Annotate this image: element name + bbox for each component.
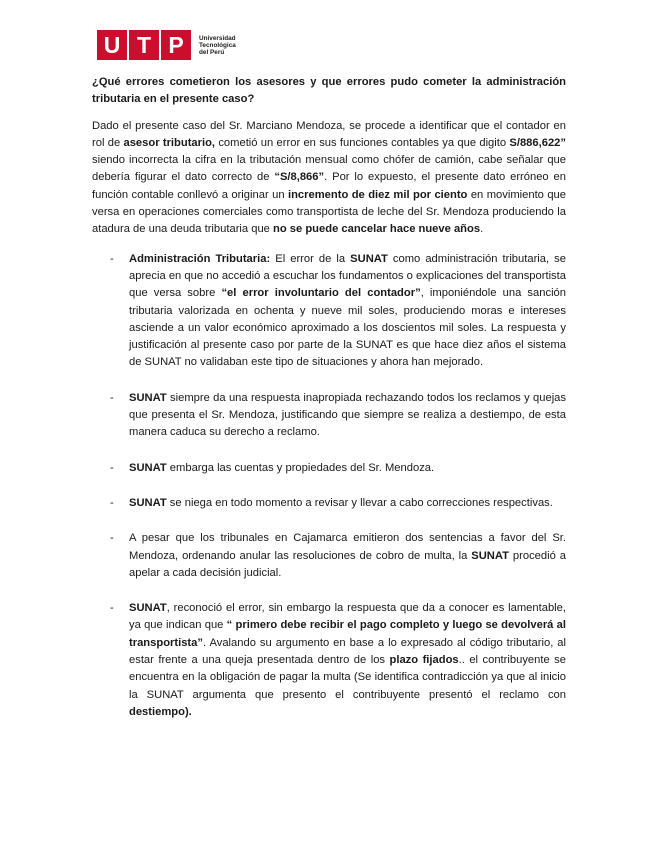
item-text: embarga las cuentas y propiedades del Sr. Mendoza. xyxy=(166,461,435,474)
item-text: , reconoció el error, sin embargo la respuesta que da a conocer es lamentable, ya que indican que xyxy=(129,602,566,632)
intro-paragraph xyxy=(92,118,566,239)
logo-line-3: del Perú xyxy=(199,48,225,56)
intro-bold-3: “S/8,866” xyxy=(274,171,325,184)
document-body xyxy=(92,74,566,739)
item-text: procedió a apelar a cada decisión judicial. xyxy=(129,549,566,579)
logo-letter-p: P xyxy=(161,30,191,60)
item-bold: SUNAT xyxy=(350,252,388,265)
intro-text-2: cometió un error en sus funciones contables ya que digito xyxy=(215,136,510,149)
intro-text-1: Dado el presente caso del Sr. Marciano Mendoza, se procede a identificar que el contador en rol de xyxy=(92,119,566,149)
item-bold: SUNAT xyxy=(129,496,167,509)
logo-university-name xyxy=(199,35,236,56)
list-item xyxy=(92,600,566,721)
item-text: como administración tributaria, se aprecia en que no accedió a escuchar los fundamentos o explicaciones del transportista que versa sobre xyxy=(129,252,566,300)
intro-text-3: siendo incorrecta la cifra en la tributación mensual como chófer de camión, cabe señalar que debería figurar el dato correcto de xyxy=(92,154,566,184)
item-text: El error de la xyxy=(270,252,351,265)
item-bold: SUNAT xyxy=(129,602,167,615)
list-item xyxy=(92,390,566,442)
logo-line-1: Universidad xyxy=(199,34,236,42)
item-bold: plazo fijados xyxy=(389,654,459,667)
item-text: siempre da una respuesta inapropiada rechazando todos los reclamos y quejas que presenta el Sr. Mendoza, justificando que siempre se realiza a destiempo, de esta manera caduca su derecho a reclamo. xyxy=(129,391,566,439)
item-bold: SUNAT xyxy=(471,549,509,562)
logo-letter-u: U xyxy=(97,30,127,60)
item-text: .. el contribuyente se encuentra en la obligación de pagar la multa (Se identifica contradicción ya que al inicio la SUNAT argumenta que presento el contribuyente presentó el reclamo con xyxy=(129,654,566,701)
intro-text-6: . xyxy=(480,223,484,236)
item-bold: destiempo). xyxy=(129,705,192,718)
intro-bold-2: S/886,622” xyxy=(509,136,566,149)
intro-bold-4: incremento de diez mil por ciento xyxy=(287,188,468,201)
utp-logo xyxy=(97,30,236,60)
item-bold: Administración Tributaria: xyxy=(129,252,271,265)
list-item xyxy=(92,251,566,372)
list-item xyxy=(92,460,566,477)
intro-bold-1: asesor tributario, xyxy=(123,136,216,149)
logo-letter-t: T xyxy=(129,30,159,60)
logo-line-2: Tecnológica xyxy=(199,41,236,49)
item-text: se niega en todo momento a revisar y llevar a cabo correcciones respectivas. xyxy=(166,496,553,509)
intro-text-5: en movimiento que versa en operaciones comerciales como transportista de leche del Sr. Mendoza produciendo la atadura de una deuda tributaria que xyxy=(92,188,566,236)
list-item xyxy=(92,495,566,512)
item-text: , imponiéndole una sanción tributaria valorizada en ochenta y nueve mil soles, produciendo moras e intereses asciende a un valor económico aproximado a los doscientos mil soles. La respuesta y justificación al presente caso por parte de la SUNAT es que hace diez años el sistema de SUNAT no validaban este tipo de situaciones y ahora han mejorado. xyxy=(129,287,566,369)
item-text: . Avalando su argumento en base a lo expresado al código tributario, al estar frente a una queja presentada dentro de los xyxy=(129,636,566,667)
intro-text-4: . Por lo expuesto, el presente dato erróneo en función contable conllevó a originar un xyxy=(92,171,566,201)
item-text: A pesar que los tribunales en Cajamarca emitieron dos sentencias a favor del Sr. Mendoza, ordenando anular las resoluciones de cobro de multa, la xyxy=(129,532,566,562)
list-item xyxy=(92,530,566,582)
item-bold: SUNAT xyxy=(129,391,167,404)
bullet-list xyxy=(92,251,566,722)
intro-bold-5: no se puede cancelar hace nueve años xyxy=(273,223,481,236)
item-bold: “ primero debe recibir el pago completo y luego se devolverá al transportista” xyxy=(129,619,566,649)
item-bold: SUNAT xyxy=(129,461,167,474)
question-heading: ¿Qué errores cometieron los asesores y que errores pudo cometer la administración tributaria en el presente caso? xyxy=(92,76,566,106)
item-bold: “el error involuntario del contador” xyxy=(221,287,421,300)
